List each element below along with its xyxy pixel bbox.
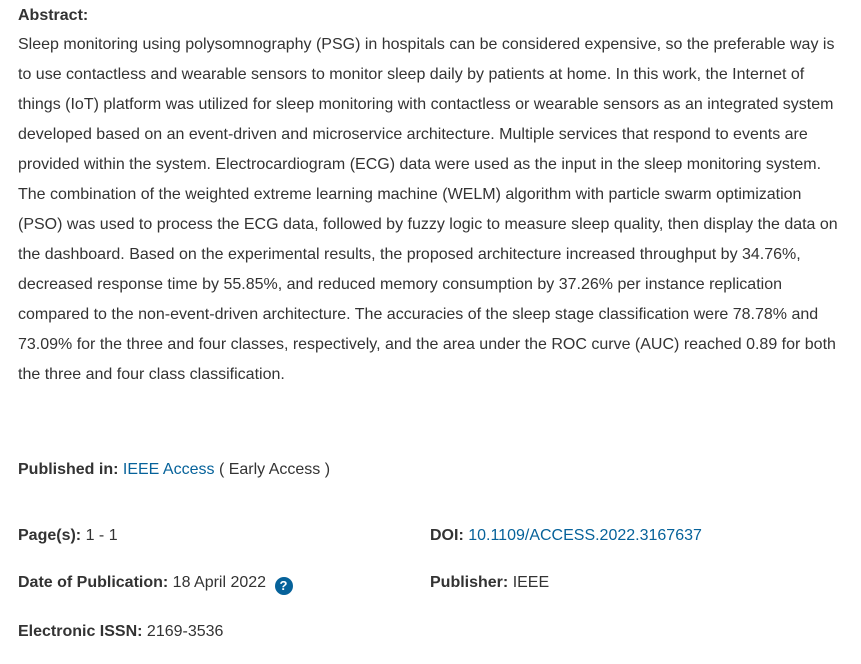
date-label: Date of Publication: (18, 574, 173, 591)
issn-label: Electronic ISSN: (18, 623, 147, 640)
abstract-text: Sleep monitoring using polysomnography (PSG) in hospitals can be considered expensive, so the preferable way is to use contactless and wearable sensors to monitor sleep daily by patients at home. In this work, the Internet of things (IoT) platform was utilized for sleep monitoring with contactless or wearable sensors as an integrated system developed based on an event-driven and microservice architecture. Multiple services that respond to events are provided within the system. Electrocardiogram (ECG) data were used as the input in the sleep monitoring system. The combination of the weighted extreme learning machine (WELM) algorithm with particle swarm optimization (PSO) was used to process the ECG data, followed by fuzzy logic to measure sleep quality, then display the data on the dashboard. Based on the experimental results, the proposed architecture increased throughput by 34.76%, decreased response time by 55.85%, and reduced memory consumption by 37.26% per instance replication compared to the non-event-driven architecture. The accuracies of the sleep stage classification were 78.78% and 73.09% for the three and four classes, respectively, and the area under the ROC curve (AUC) reached 0.89 for both the three and four class classification. (18, 36, 838, 383)
publisher-label: Publisher: (430, 574, 513, 591)
pages-row (18, 526, 118, 546)
doi-label: DOI: (430, 527, 469, 544)
article-metadata (18, 0, 848, 640)
date-row (18, 573, 293, 595)
date-value: 18 April 2022 (172, 574, 267, 591)
pages-value: 1 - 1 (85, 527, 118, 544)
abstract-heading: Abstract: (18, 7, 89, 24)
pages-label: Page(s): (18, 527, 86, 544)
issn-value: 2169-3536 (146, 623, 224, 640)
journal-link[interactable]: IEEE Access (122, 461, 215, 478)
publisher-row (430, 573, 549, 593)
access-status: ( Early Access ) (218, 461, 331, 478)
published-in-row (18, 460, 330, 480)
issn-row (18, 622, 223, 642)
doi-link[interactable]: 10.1109/ACCESS.2022.3167637 (468, 527, 702, 544)
doi-row (430, 526, 702, 546)
publisher-value: IEEE (512, 574, 550, 591)
published-in-label: Published in: (18, 461, 123, 478)
question-circle-icon[interactable]: ? (275, 577, 293, 595)
